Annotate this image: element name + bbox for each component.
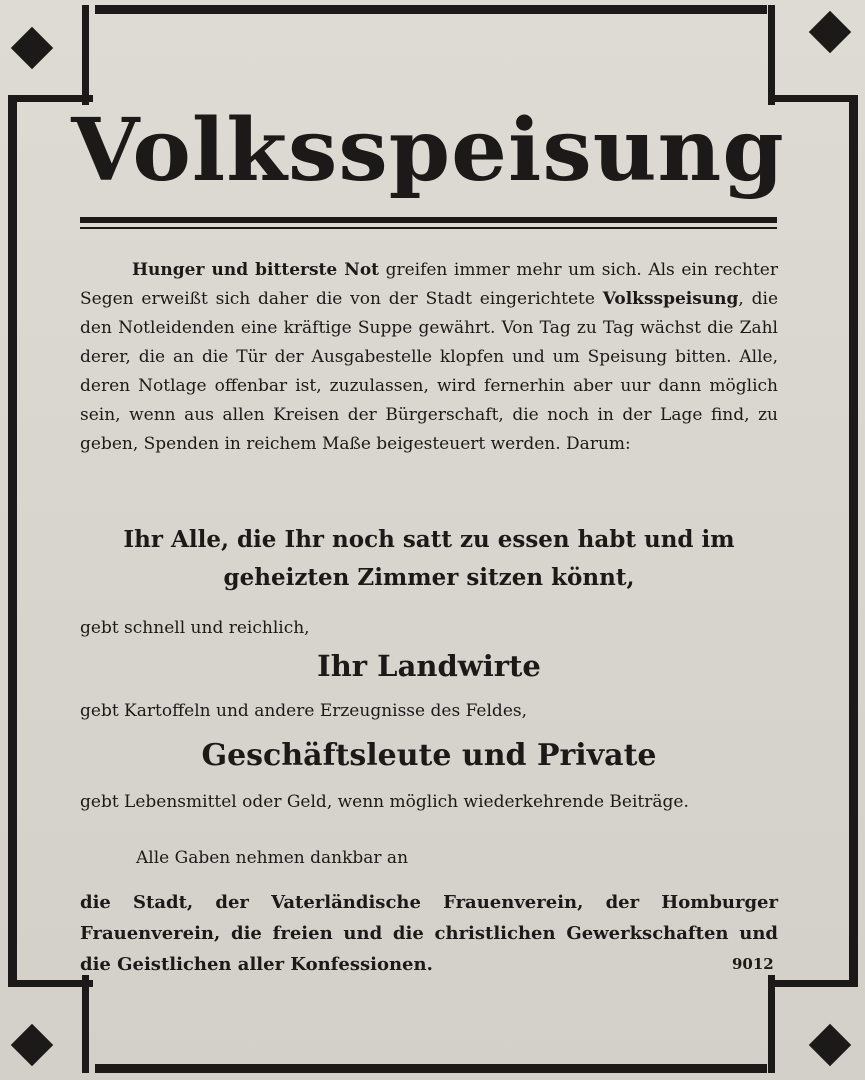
- paragraph-part-1: greifen immer mehr um sich. Als ein rechter Segen erweißt sich daher die von der Stadt eingerichtete: [80, 260, 778, 309]
- accept-line: Alle Gaben nehmen dankbar an: [136, 848, 409, 868]
- appeal-line-2: geheizten Zimmer sitzen könnt,: [223, 564, 635, 591]
- intro-paragraph: [80, 256, 778, 459]
- business-heading: Geschäftsleute und Private: [201, 738, 657, 773]
- title-rule-thin: [80, 227, 777, 229]
- volksspeisung-bold: Volksspeisung: [602, 289, 739, 309]
- paragraph-part-2: , die den Notleidenden eine kräftige Suppe gewährt. Von Tag zu Tag wächst die Zahl derer, die an die Tür der Ausgabestelle klopfen und um Speisung bitten. Alle, deren Notlage offenbar ist, zuzulassen, wird fernerhin aber uur dann möglich sein, wenn aus allen Kreisen der Bürgerschaft, die noch in der Lage find, zu geben, Spenden in reichem Maße beigesteuert werden. Darum:: [80, 289, 778, 454]
- page-title: Volksspeisung: [71, 100, 785, 201]
- lead-phrase: Hunger und bitterste Not: [132, 260, 380, 280]
- reference-number: 9012: [732, 955, 774, 973]
- business-text: gebt Lebensmittel oder Geld, wenn möglich wiederkehrende Beiträge.: [80, 792, 689, 812]
- farmers-text: gebt Kartoffeln und andere Erzeugnisse des Feldes,: [80, 701, 528, 721]
- title-rule: [80, 217, 777, 223]
- give-quickly-line: gebt schnell und reichlich,: [80, 618, 310, 638]
- donor-organizations: die Stadt, der Vaterländische Frauenverein, der Homburger Frauenverein, die freien und die christlichen Gewerkschaften und die Geistlichen aller Konfessionen.: [80, 892, 778, 975]
- appeal-heading: [80, 521, 778, 597]
- farmers-heading: Ihr Landwirte: [317, 649, 541, 683]
- appeal-line-1: Ihr Alle, die Ihr noch satt zu essen habt und im: [123, 526, 735, 553]
